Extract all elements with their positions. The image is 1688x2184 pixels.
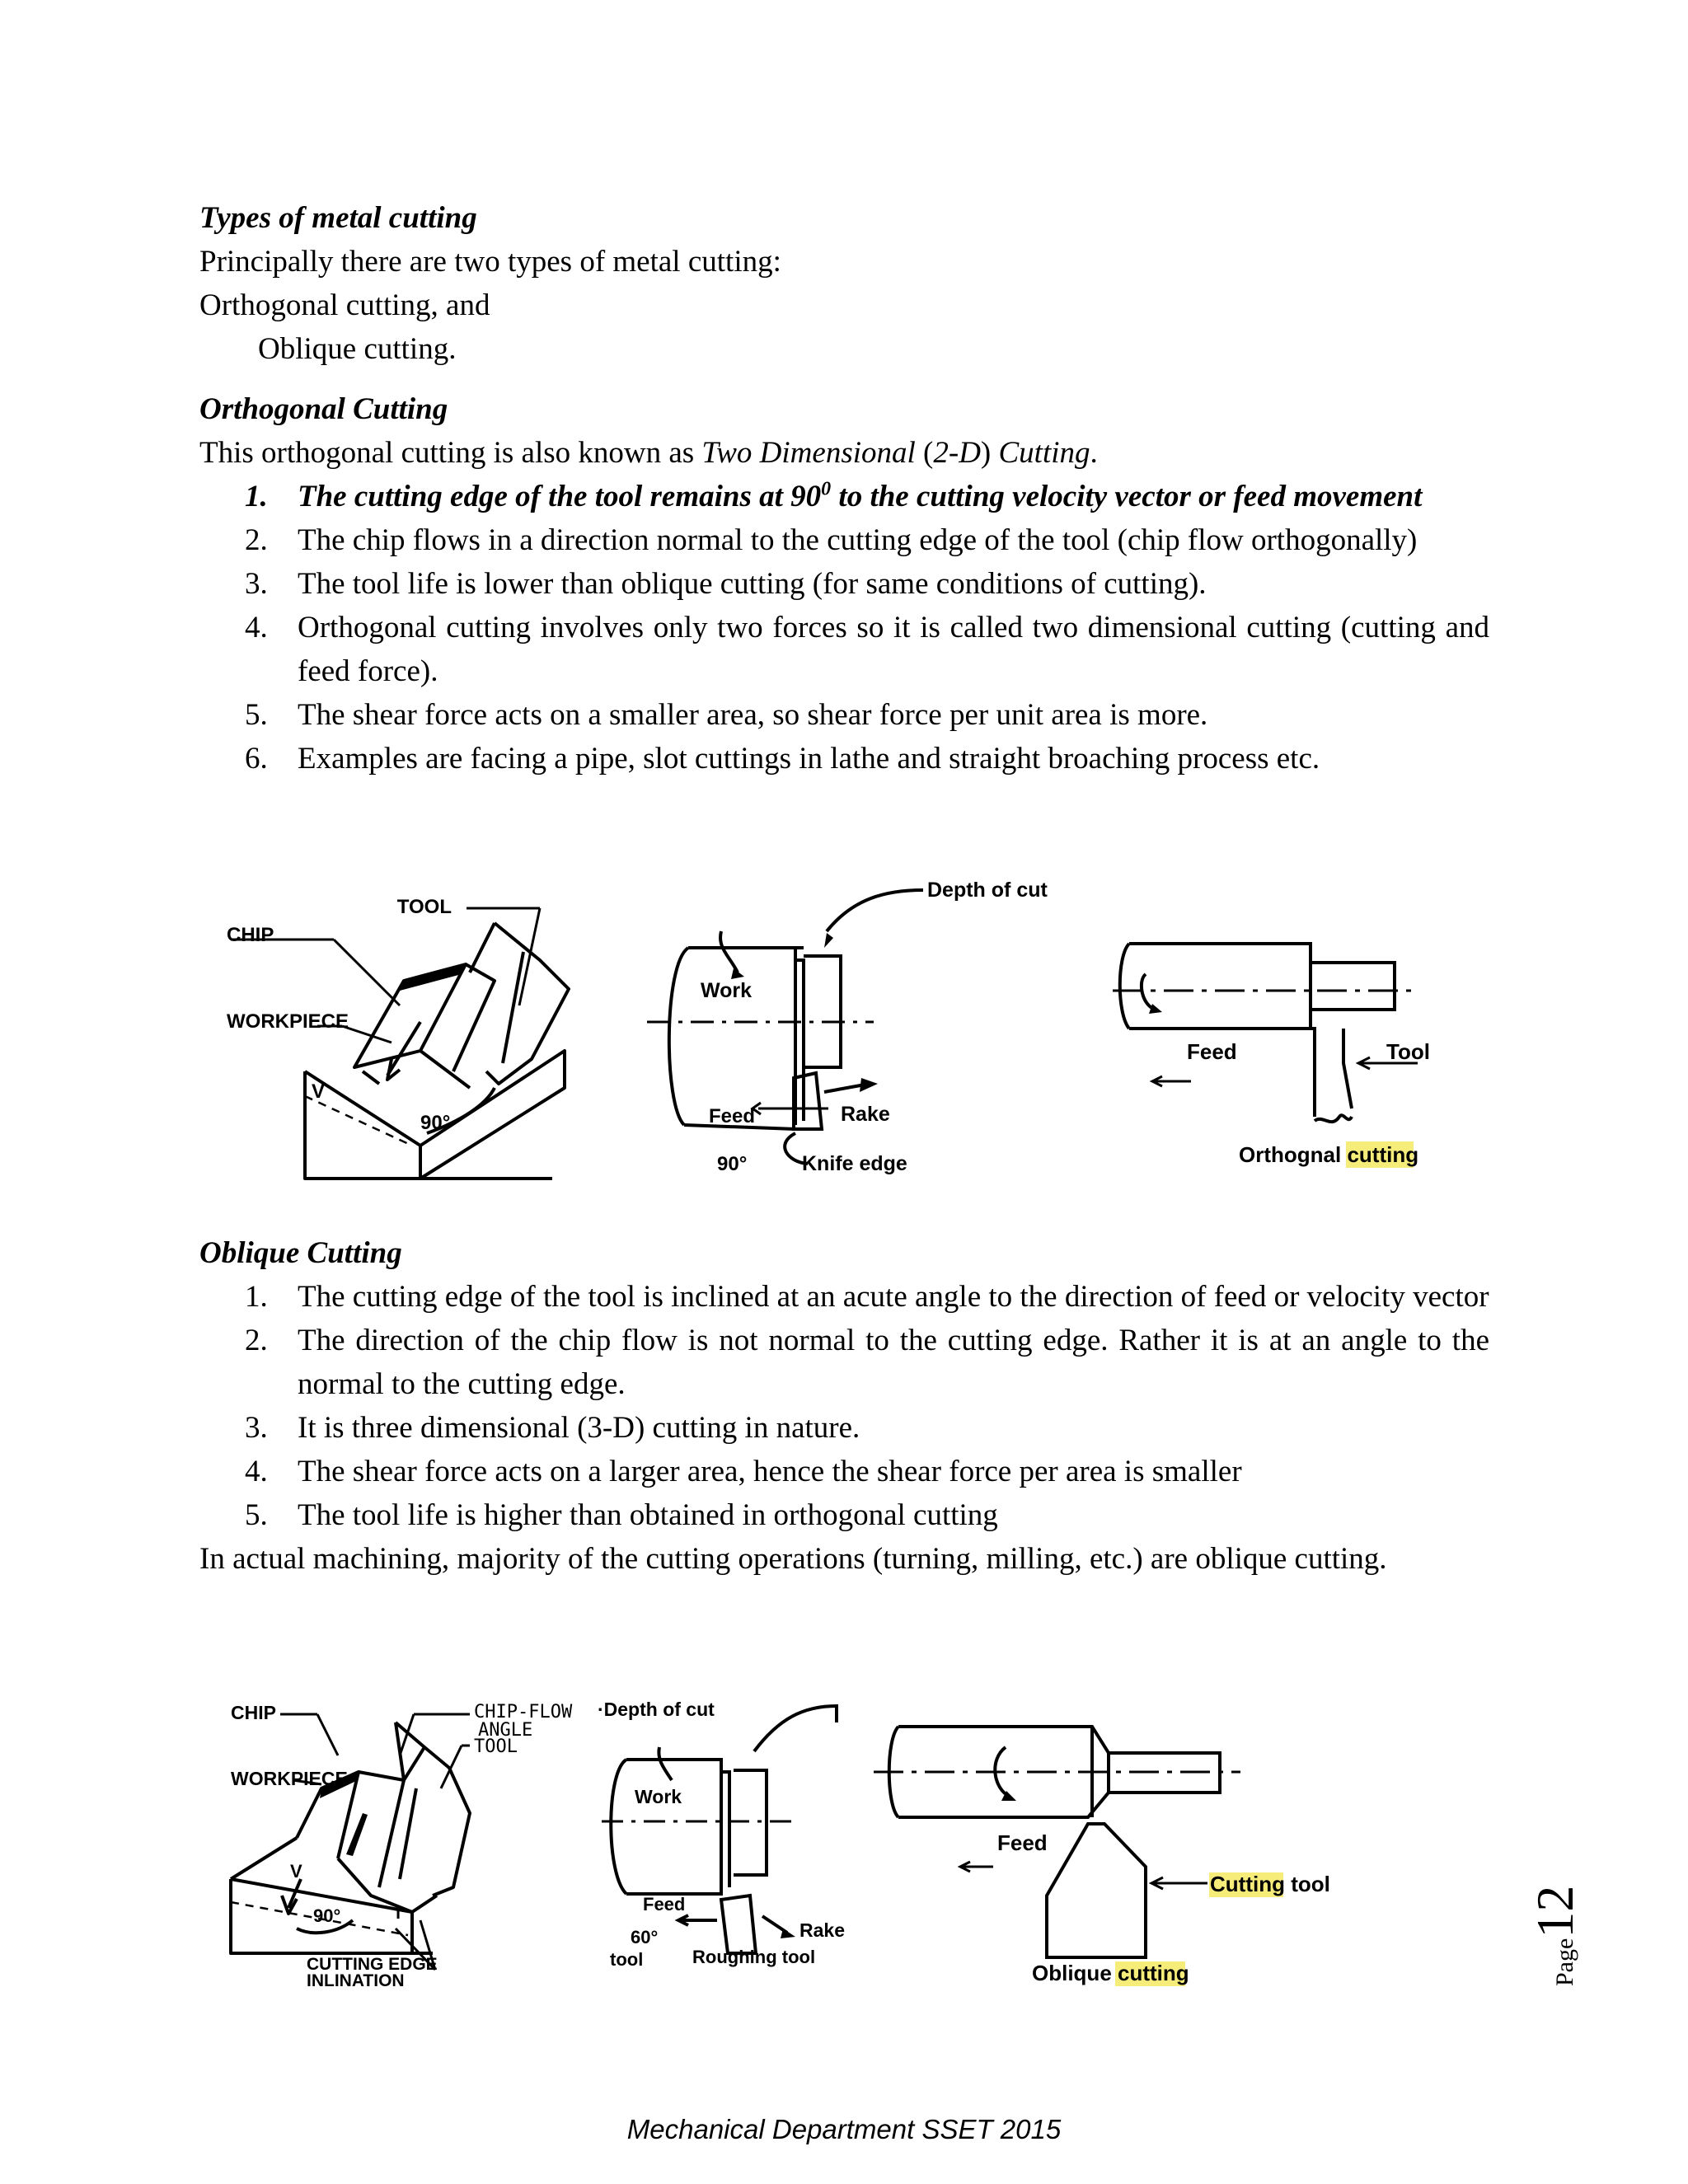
oblique-workpiece-drawing <box>223 1690 585 1994</box>
intro-emphasis-3: Cutting <box>998 436 1090 470</box>
item-number: 2. <box>245 1324 268 1357</box>
item-number: 1. <box>245 480 268 513</box>
page-number: 12 <box>1526 1885 1584 1938</box>
fig-caption <box>1032 1961 1189 1985</box>
fig-label-angle: 90° <box>313 1905 341 1926</box>
item-text: to the cutting velocity vector or feed movement <box>831 480 1423 513</box>
fig-label-chip-flow-angle: ANGLE <box>478 1720 533 1741</box>
fig-label-feed: Feed <box>643 1894 686 1915</box>
oblique-section <box>199 1231 1489 1581</box>
caption-highlighted: cutting <box>1118 1961 1189 1985</box>
fig-label-chip-flow: CHIP-FLOW <box>474 1702 573 1722</box>
item-superscript: 0 <box>821 478 832 500</box>
tool-label-highlighted: Cutting <box>1210 1872 1285 1896</box>
oblique-workpiece-figure <box>223 1690 585 1994</box>
fig-label-inclination-symbol: i <box>396 1902 401 1923</box>
caption-highlighted: cutting <box>1347 1142 1419 1167</box>
item-number: 5. <box>245 698 268 732</box>
orthogonal-turning-drawing <box>1104 931 1451 1179</box>
intro-prefix: This orthogonal cutting is also known as <box>199 436 702 470</box>
fig-label-cutting-edge: CUTTING EDGE <box>307 1955 438 1974</box>
item-number: 3. <box>245 1411 268 1445</box>
types-intro: Principally there are two types of metal cutting: <box>199 245 781 279</box>
fig-label-tool: TOOL <box>474 1736 518 1757</box>
fig-label-roughing-tool: Roughing tool <box>692 1947 816 1967</box>
item-text: The shear force acts on a larger area, hence the shear force per area is smaller <box>298 1455 1242 1488</box>
orthogonal-intro <box>199 431 1489 475</box>
orthogonal-workpiece-drawing <box>223 882 585 1195</box>
item-text: It is three dimensional (3-D) cutting in nature. <box>298 1411 860 1445</box>
fig-label-chip: CHIP <box>231 1702 276 1723</box>
oblique-closing: In actual machining, majority of the cutting operations (turning, milling, etc.) are oblique cutting. <box>199 1542 1387 1576</box>
type-orthogonal: Orthogonal cutting, and <box>199 288 490 322</box>
item-text: The cutting edge of the tool remains at 90 <box>298 480 822 513</box>
fig-label-depth: Depth of cut <box>927 882 1048 902</box>
item-text: The chip flows in a direction normal to the cutting edge of the tool (chip flow orthogonally) <box>298 523 1418 557</box>
fig-label-tool: TOOL <box>396 896 452 918</box>
item-number: 4. <box>245 1455 268 1488</box>
fig-caption <box>1239 1142 1418 1167</box>
fig-label-inclination: INLINATION <box>307 1971 405 1990</box>
item-text: The tool life is lower than oblique cutting (for same conditions of cutting). <box>298 567 1207 601</box>
fig-label-feed: Feed <box>709 1105 756 1127</box>
list-item <box>199 562 1489 606</box>
page-number-rotated <box>1525 1838 1615 1986</box>
types-heading: Types of metal cutting <box>199 201 477 235</box>
orthogonal-turning-figure <box>1104 931 1451 1179</box>
list-item <box>199 606 1489 693</box>
fig-label-feed: Feed <box>1187 1039 1237 1064</box>
fig-label-tool: tool <box>610 1949 644 1970</box>
item-text: The direction of the chip flow is not normal to the cutting edge. Rather it is at an angle to the normal to the cutting edge. <box>298 1324 1489 1401</box>
fig-label-depth: ·Depth of cut <box>598 1699 715 1720</box>
intro-emphasis-2: 2-D <box>933 436 981 470</box>
item-number: 1. <box>245 1280 268 1314</box>
item-text: The cutting edge of the tool is inclined at an acute angle to the direction of feed or velocity vector <box>298 1280 1489 1314</box>
list-item <box>199 1275 1489 1319</box>
oblique-roughing-drawing <box>598 1698 870 1978</box>
fig-label-chip: CHIP <box>227 924 274 946</box>
fig-label-angle: 90° <box>717 1153 748 1175</box>
fig-label-angle: 90° <box>420 1112 451 1134</box>
orthogonal-knife-edge-figure <box>639 882 1076 1187</box>
tool-label-rest: tool <box>1284 1872 1330 1896</box>
fig-label-work: Work <box>635 1786 682 1807</box>
oblique-list <box>199 1275 1489 1537</box>
list-item <box>199 518 1489 562</box>
fig-label-velocity: V <box>290 1861 302 1882</box>
fig-label-rake: Rake <box>799 1919 845 1941</box>
item-number: 3. <box>245 567 268 601</box>
list-item <box>199 475 1489 518</box>
fig-label-feed: Feed <box>997 1830 1048 1855</box>
item-text: The tool life is higher than obtained in orthogonal cutting <box>298 1498 998 1532</box>
intro-mid-2: ) <box>980 436 999 470</box>
orthogonal-knife-edge-drawing <box>639 882 1076 1187</box>
item-number: 4. <box>245 611 268 644</box>
page-number-marker <box>1525 1838 1615 1986</box>
caption-main: Orthognal <box>1239 1142 1348 1167</box>
orthogonal-section <box>199 387 1489 780</box>
orthogonal-workpiece-figure <box>223 882 585 1195</box>
fig-label-cutting-tool <box>1210 1872 1330 1896</box>
list-item <box>199 1493 1489 1537</box>
item-number: 6. <box>245 742 268 776</box>
fig-label-workpiece: WORKPIECE <box>231 1768 348 1789</box>
oblique-heading: Oblique Cutting <box>199 1236 402 1270</box>
list-item <box>199 1406 1489 1450</box>
item-text: Orthogonal cutting involves only two forces so it is called two dimensional cutting (cutting and feed force). <box>298 611 1489 688</box>
list-item <box>199 737 1489 780</box>
page-footer: Mechanical Department SSET 2015 <box>626 2114 1062 2144</box>
list-item <box>199 1450 1489 1493</box>
page-word: Page <box>1551 1938 1578 1986</box>
oblique-roughing-figure <box>598 1698 870 1978</box>
caption-main: Oblique <box>1032 1961 1118 1985</box>
oblique-turning-drawing <box>870 1718 1339 1990</box>
fig-label-angle: 60° <box>631 1927 659 1947</box>
fig-label-work: Work <box>701 979 753 1002</box>
fig-label-velocity: V <box>312 1080 326 1103</box>
intro-mid-1: ( <box>915 436 934 470</box>
types-section <box>199 196 1489 371</box>
list-item <box>199 1319 1489 1406</box>
orthogonal-list <box>199 475 1489 780</box>
fig-label-tool: Tool <box>1386 1039 1430 1064</box>
list-item <box>199 693 1489 737</box>
item-text: Examples are facing a pipe, slot cuttings in lathe and straight broaching process etc. <box>298 742 1320 776</box>
oblique-turning-figure <box>870 1718 1339 1990</box>
fig-label-knife-edge: Knife edge <box>802 1152 907 1175</box>
fig-label-rake: Rake <box>841 1103 890 1126</box>
orthogonal-heading: Orthogonal Cutting <box>199 392 448 426</box>
fig-label-workpiece: WORKPIECE <box>227 1010 349 1033</box>
item-number: 2. <box>245 523 268 557</box>
type-oblique: Oblique cutting. <box>258 332 457 366</box>
item-number: 5. <box>245 1498 268 1532</box>
intro-suffix: . <box>1090 436 1098 470</box>
intro-emphasis-1: Two Dimensional <box>701 436 916 470</box>
item-text: The shear force acts on a smaller area, so shear force per unit area is more. <box>298 698 1208 732</box>
